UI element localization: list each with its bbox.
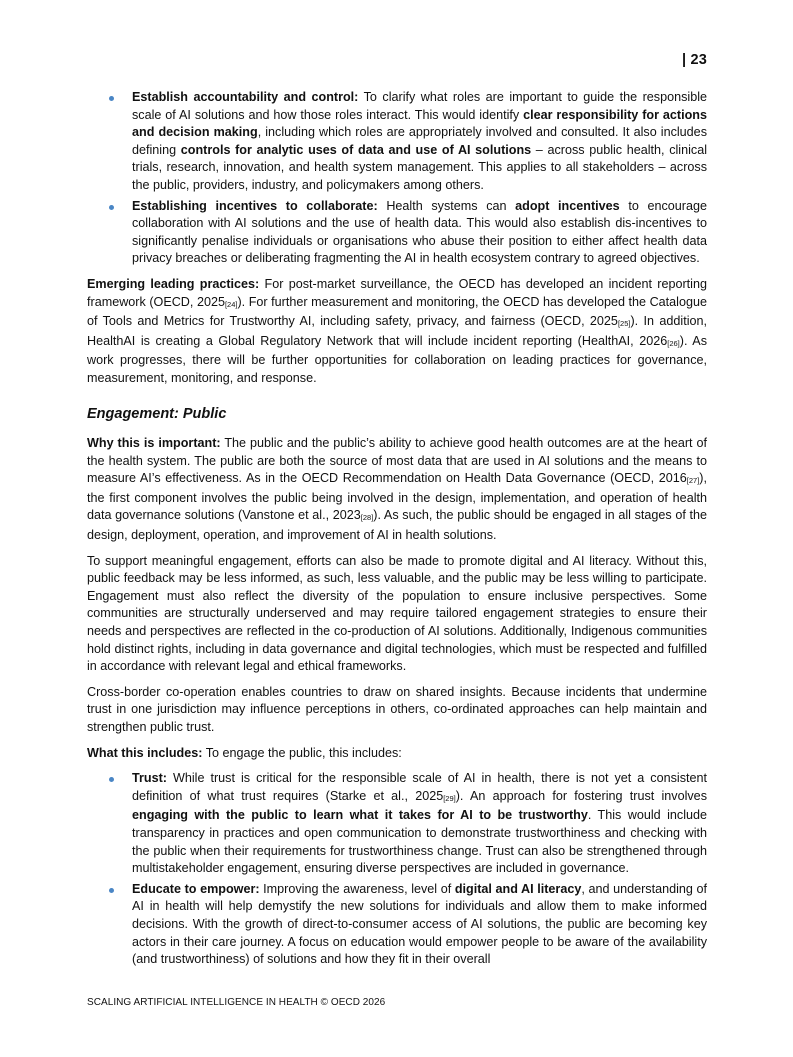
paragraph-text: To engage the public, this includes: bbox=[202, 745, 402, 760]
why-important-paragraph bbox=[87, 435, 707, 545]
engagement-list bbox=[87, 770, 707, 969]
reference-29[interactable]: [29] bbox=[443, 793, 456, 803]
reference-27[interactable]: [27] bbox=[686, 476, 700, 486]
paragraph-lead: Emerging leading practices: bbox=[87, 276, 260, 291]
item-emphasis: clear responsibility for actions and decision making bbox=[132, 107, 708, 140]
what-includes-paragraph bbox=[87, 745, 707, 763]
item-text: to encourage collaboration with AI solutions and the use of health data. This would also establish dis-incentives to significantly penalise individuals or organisations who abuse their position to either affect health data privacy breaches or deliberating fragmenting the AI in health ecosystem contrary to agreed objectives. bbox=[132, 198, 707, 266]
list-item-accountability bbox=[87, 89, 707, 195]
paragraph-lead: What this includes: bbox=[87, 745, 203, 760]
item-text: , and understanding of AI in health will help demystify the new solutions for individuals and allow them to make informed decisions. With the growth of direct-to-consumer access of AI solutions, the public are becoming key actors in their care journey. A focus on education would empower people to be aware of the availability (and trustworthiness) of solutions and how they fit in their overall bbox=[132, 881, 708, 967]
bullet-icon bbox=[109, 96, 114, 101]
bullet-icon bbox=[109, 205, 114, 210]
paragraph-text: For post-market surveillance, the OECD has developed an incident reporting framework (OECD, 2025 bbox=[87, 276, 707, 309]
paragraph-text: The public and the public’s ability to achieve good health outcomes are at the heart of the health system. The public are both the source of most data that are used in AI solutions and the means to measure AI’s effectiveness. As in the OECD Recommendation on Health Data Governance (OECD, 2016 bbox=[87, 436, 707, 486]
item-text: Health systems can bbox=[377, 198, 516, 213]
reference-26[interactable]: [26] bbox=[667, 338, 680, 348]
paragraph-text: ). In addition, HealthAI is creating a Global Regulatory Network that will include incident reporting (HealthAI, 2026 bbox=[87, 314, 707, 348]
item-text: , including which roles are appropriately involved and consulted. It also includes defining bbox=[132, 125, 707, 157]
reference-25[interactable]: [25] bbox=[617, 319, 631, 329]
item-emphasis: engaging with the public to learn what it takes for AI to be trustworthy bbox=[132, 808, 588, 823]
item-lead: Establish accountability and control: bbox=[132, 90, 359, 104]
reference-24[interactable]: [24] bbox=[224, 299, 238, 309]
section-heading: Engagement: Public bbox=[87, 405, 227, 422]
page-footer: SCALING ARTIFICIAL INTELLIGENCE IN HEALTH © OECD 2026 bbox=[87, 997, 386, 1008]
page-number: | 23 bbox=[681, 52, 707, 68]
list-item-educate bbox=[87, 881, 707, 969]
item-emphasis: controls for analytic uses of data and use of AI solutions bbox=[180, 142, 532, 157]
accountability-incentives-list bbox=[87, 89, 707, 268]
item-text: While trust is critical for the responsible scale of AI in health, there is not yet a consistent definition of what trust requires (Starke et al., 2025 bbox=[132, 771, 707, 803]
paragraph-text: ), the first component involves the public being involved in the design, implementation, and operation of health data governance solutions (Vanstone et al., 2023 bbox=[87, 471, 707, 523]
bullet-icon bbox=[109, 888, 114, 893]
item-text: Improving the awareness, level of bbox=[259, 881, 455, 896]
paragraph-text: ). For further measurement and monitoring, the OECD has developed the Catalogue of Tools and Metrics for Trustworthy AI, including safety, privacy, and fairness (OECD, 2025 bbox=[87, 294, 707, 329]
item-emphasis: digital and AI literacy bbox=[454, 881, 582, 896]
item-text: – across public health, clinical trials, research, innovation, and health system management. This applies to all stakeholders – across the public, providers, industry, and policymakers among others. bbox=[132, 142, 707, 192]
list-item-trust bbox=[87, 770, 707, 878]
item-text: To clarify what roles are important to guide the responsible scale of AI solutions and how those roles interact. This would identify bbox=[132, 90, 707, 122]
bullet-icon bbox=[109, 777, 114, 782]
item-text: . This would include transparency in practices and open communication to demonstrate trustworthiness and checking with the public when their requirements for trustworthiness change. Trust can also be strengthened through multistakeholder engagement, ensuring diverse perspectives are included in governance. bbox=[132, 808, 707, 876]
paragraph-text: ). As such, the public should be engaged in all stages of the design, deployment, operation, and improvement of AI in health solutions. bbox=[87, 508, 708, 543]
item-text: ). An approach for fostering trust involves bbox=[455, 788, 707, 803]
item-emphasis: adopt incentives bbox=[515, 198, 620, 213]
paragraph-lead: Why this is important: bbox=[87, 436, 221, 451]
support-engagement-paragraph: To support meaningful engagement, efforts can also be made to promote digital and AI literacy. Without this, public feedback may be less informed, as such, less valuable, and the public may be less willing to participate. Engagement must also reflect the diversity of the population to ensure inclusive perspectives. Some communities are structurally underserved and may require tailored engagement strategies to ensure their needs and perspectives are reflected in the co-production of AI solutions. Additionally, Indigenous communities hold distinct rights, including in data governance and digital technologies, which must be respected and fulfilled in accordance with relevant legal and ethical frameworks. bbox=[87, 553, 707, 674]
item-lead: Establishing incentives to collaborate: bbox=[132, 198, 378, 213]
paragraph-text: ). As work progresses, there will be further opportunities for collaboration on leading practices for governance, measurement, monitoring, and response. bbox=[87, 333, 707, 385]
list-item-incentives bbox=[87, 198, 707, 268]
cross-border-paragraph: Cross-border co-operation enables countries to draw on shared insights. Because incidents that undermine trust in one jurisdiction may influence perceptions in others, co-ordinated approaches can help maintain and strengthen public trust. bbox=[87, 684, 707, 734]
page-body bbox=[87, 89, 707, 977]
emerging-practices-paragraph bbox=[87, 276, 707, 388]
reference-28[interactable]: [28] bbox=[360, 513, 374, 523]
item-lead: Educate to empower: bbox=[132, 881, 260, 896]
item-lead: Trust: bbox=[132, 771, 167, 786]
